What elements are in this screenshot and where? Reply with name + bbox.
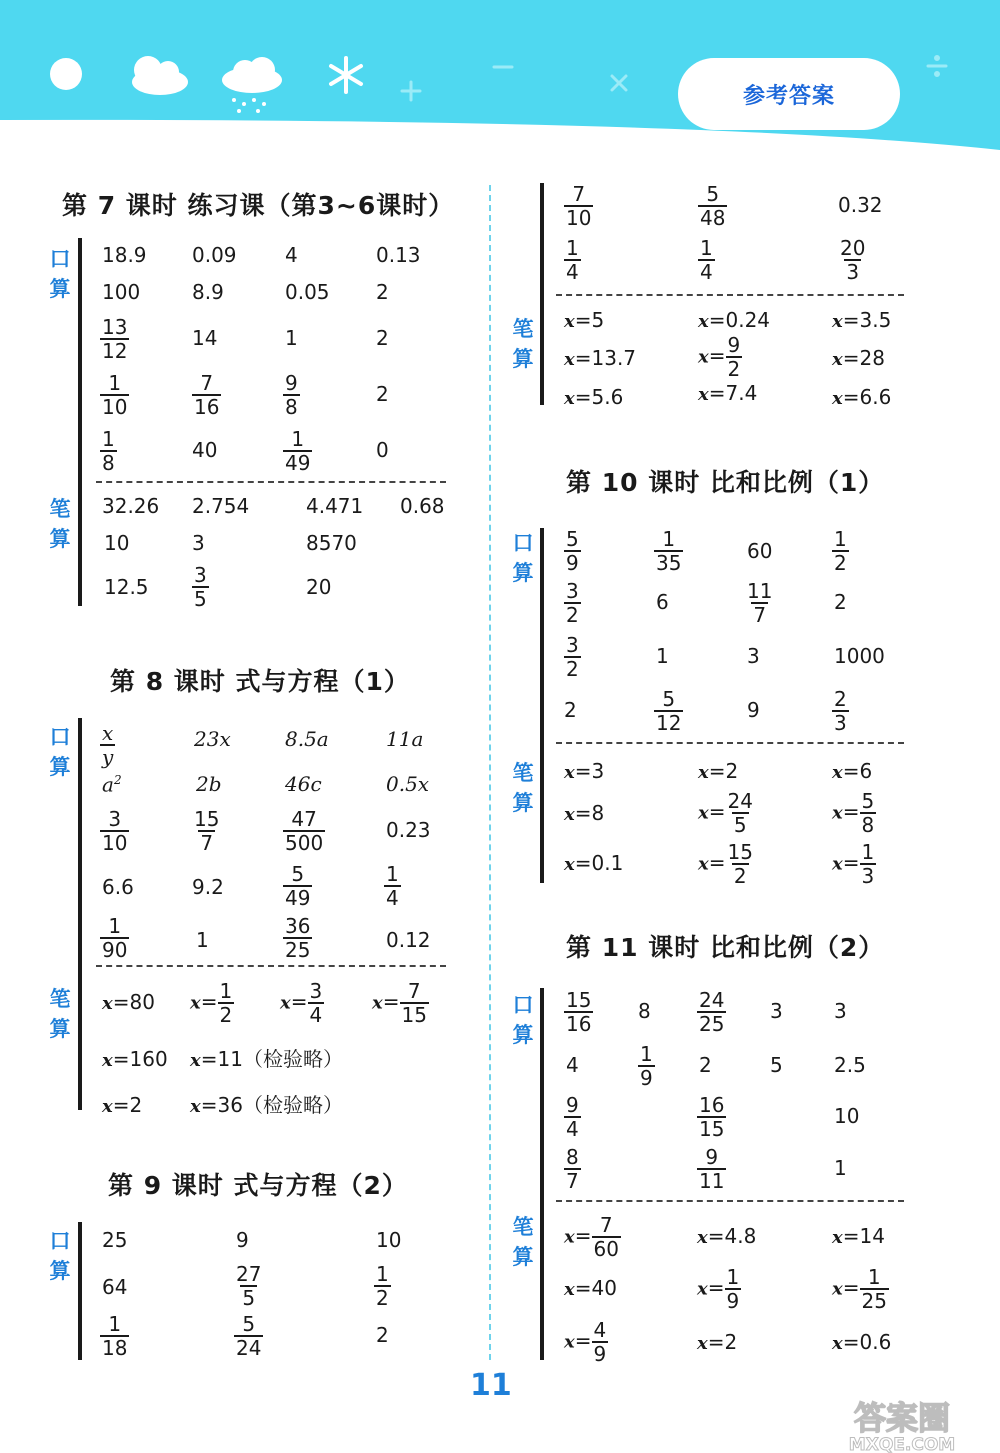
answer-cell: 2 [376,280,389,304]
answer-cell: 10 [376,1228,402,1252]
equation-answer: x=2 [697,1330,738,1354]
section-title-lesson-9: 第 9 课时 式与方程（2） [108,1171,408,1200]
fraction-answer: $\frac{11}{7}$ [747,579,773,627]
svg-text:MXQE.COM: MXQE.COM [848,1435,956,1453]
oral-calc-label: 口算 [512,531,534,585]
fraction-answer: $\frac{3}{5}$ [194,563,207,611]
equation-answer: x= $\frac{7}{15}$ [372,979,427,1027]
dashed-separator [556,1200,904,1202]
answer-cell: 60 [747,539,773,563]
equation-answer: x= $\frac{15}{2}$ [698,840,753,888]
answer-cell: 4.471 [306,494,364,518]
answer-cell: 9 [236,1228,249,1252]
fraction-answer: $\frac{1}{9}$ [640,1042,653,1090]
fraction-answer: $\frac{5}{9}$ [566,527,579,575]
answer-cell: 14 [192,326,218,350]
answer-key-badge: 参考答案 [678,58,900,130]
sun-icon [50,58,82,90]
equation-answer: x= $\frac{5}{8}$ [832,789,875,837]
answer-cell: $a^2$ [102,772,122,797]
answer-cell: 8 [638,999,651,1023]
fraction-answer: $\frac{9}{4}$ [566,1093,579,1141]
section-bar [78,718,82,1110]
section-title-lesson-10: 第 10 课时 比和比例（1） [566,468,885,497]
column-divider [489,185,491,1360]
fraction-answer: $\frac{8}{7}$ [566,1145,579,1193]
fraction-answer: $\frac{1}{2}$ [376,1262,389,1310]
answer-cell: 3 [770,999,783,1023]
section-bar [540,183,544,405]
section-title-lesson-8: 第 8 课时 式与方程（1） [110,667,410,696]
answer-cell: 9 [747,698,760,722]
fraction-answer: $\frac{x}{y}$ [102,721,114,769]
equation-answer: x=4.8 [697,1224,757,1248]
fraction-answer: $\frac{16}{15}$ [699,1093,725,1141]
equation-answer: x= $\frac{1}{9}$ [697,1265,740,1313]
fraction-answer: $\frac{3}{10}$ [102,807,128,855]
dashed-separator [556,742,904,744]
section-bar [78,1222,82,1360]
section-title-lesson-7: 第 7 课时 练习课（第3~6课时） [62,191,455,220]
fraction-answer: $\frac{36}{25}$ [285,914,311,962]
equation-answer: x= $\frac{9}{2}$ [698,333,741,381]
fraction-answer: $\frac{20}{3}$ [840,236,866,284]
answer-cell: 8570 [306,531,357,555]
fraction-answer: $\frac{5}{24}$ [236,1312,262,1360]
fraction-answer: $\frac{5}{12}$ [656,687,682,735]
answer-cell: 25 [102,1228,128,1252]
equation-answer: x= $\frac{24}{5}$ [698,789,753,837]
fraction-answer: $\frac{5}{48}$ [700,182,726,230]
answer-cell: 3 [747,644,760,668]
answer-cell: 2 [376,382,389,406]
answer-cell: 10 [104,531,130,555]
answer-cell: 5 [770,1053,783,1077]
equation-answer: x= $\frac{1}{2}$ [190,979,233,1027]
equation-answer: x=0.1 [564,851,624,875]
answer-cell: 1 [285,326,298,350]
fraction-answer: $\frac{2}{3}$ [834,687,847,735]
answer-cell: 0 [376,438,389,462]
equation-answer: x=5.6 [564,385,624,409]
fraction-answer: $\frac{15}{7}$ [194,807,220,855]
equation-answer: x=6.6 [832,385,892,409]
oral-calc-label: 口算 [49,725,71,779]
answer-cell: 4 [566,1053,579,1077]
fraction-answer: $\frac{15}{16}$ [566,988,592,1036]
equation-answer: x= $\frac{3}{4}$ [280,979,323,1027]
answer-cell: 20 [306,575,332,599]
answer-cell: 4 [285,243,298,267]
fraction-answer: $\frac{13}{12}$ [102,315,128,363]
answer-cell: 0.32 [838,193,883,217]
fraction-answer: $\frac{24}{25}$ [699,988,725,1036]
answer-cell: 1000 [834,644,885,668]
fraction-answer: $\frac{1}{2}$ [834,527,847,575]
equation-answer: x=3 [564,759,605,783]
fraction-answer: $\frac{3}{2}$ [566,633,579,681]
equation-answer: x= $\frac{1}{3}$ [832,840,875,888]
section-bar [78,238,82,606]
answer-cell: 3 [192,531,205,555]
answer-cell: 0.13 [376,243,421,267]
oral-calc-label: 口算 [49,1229,71,1283]
answer-cell: 2 [376,326,389,350]
answer-cell: 46c [285,772,322,796]
answer-cell: 0.5x [386,772,430,796]
fraction-answer: $\frac{1}{4}$ [700,236,713,284]
equation-answer: x= $\frac{4}{9}$ [564,1318,607,1366]
answer-cell: 40 [192,438,218,462]
answer-cell: 9.2 [192,875,224,899]
written-calc-label: 笔算 [512,761,534,815]
dashed-separator [96,965,446,967]
oral-calc-label: 口算 [512,993,534,1047]
answer-cell: 0.23 [386,818,431,842]
watermark-logo [806,1395,996,1453]
answer-cell: 18.9 [102,243,147,267]
answer-cell: 8.9 [192,280,224,304]
dashed-separator [96,481,446,483]
section-bar [540,528,544,883]
equation-answer: x=2 [698,759,739,783]
answer-cell: 2.5 [834,1053,866,1077]
equation-answer: x=8 [564,801,605,825]
equation-answer: x=36（检验略） [190,1093,343,1117]
oral-calc-label: 口算 [49,247,71,301]
answer-cell: 1 [656,644,669,668]
svg-text:答案圈: 答案圈 [853,1399,951,1437]
fraction-answer: $\frac{47}{500}$ [285,807,324,855]
answer-cell: 2.754 [192,494,250,518]
answer-cell: 2 [564,698,577,722]
equation-answer: x= $\frac{7}{60}$ [564,1213,619,1261]
equation-answer: x=0.24 [698,308,771,332]
answer-cell: 8.5a [285,727,329,751]
answer-cell: 1 [834,1156,847,1180]
equation-answer: x=80 [102,990,155,1014]
fraction-answer: $\frac{7}{10}$ [566,182,592,230]
fraction-answer: $\frac{1}{10}$ [102,371,128,419]
dashed-separator [556,294,904,296]
answer-cell: 12.5 [104,575,149,599]
section-title-lesson-11: 第 11 课时 比和比例（2） [566,933,885,962]
fraction-answer: $\frac{9}{11}$ [699,1145,725,1193]
answer-cell: 2b [196,772,222,796]
fraction-answer: $\frac{1}{8}$ [102,427,115,475]
equation-answer: x=3.5 [832,308,892,332]
equation-answer: x=5 [564,308,605,332]
answer-cell: 0.05 [285,280,330,304]
fraction-answer: $\frac{5}{49}$ [285,862,311,910]
fraction-answer: $\frac{1}{4}$ [386,862,399,910]
equation-answer: x=6 [832,759,873,783]
answer-cell: 3 [834,999,847,1023]
answer-cell: 0.09 [192,243,237,267]
answer-cell: 10 [834,1104,860,1128]
equation-answer: x=0.6 [832,1330,892,1354]
section-bar [540,988,544,1360]
equation-answer: x=28 [832,346,885,370]
answer-cell: 2 [699,1053,712,1077]
fraction-answer: $\frac{27}{5}$ [236,1262,262,1310]
equation-answer: x=2 [102,1093,143,1117]
equation-answer: x= $\frac{1}{25}$ [832,1265,887,1313]
answer-cell: 100 [102,280,141,304]
written-calc-label: 笔算 [49,987,71,1041]
written-calc-label: 笔算 [49,497,71,551]
fraction-answer: $\frac{9}{8}$ [285,371,298,419]
equation-answer: x=40 [564,1276,617,1300]
answer-cell: 0.12 [386,928,431,952]
fraction-answer: $\frac{1}{49}$ [285,427,311,475]
fraction-answer: $\frac{1}{35}$ [656,527,682,575]
answer-cell: 0.68 [400,494,445,518]
equation-answer: x=11（检验略） [190,1047,343,1071]
page-number: 11 [470,1368,512,1403]
fraction-answer: $\frac{1}{4}$ [566,236,579,284]
answer-cell: 6 [656,590,669,614]
fraction-answer: $\frac{3}{2}$ [566,579,579,627]
equation-answer: x=13.7 [564,346,637,370]
fraction-answer: $\frac{1}{90}$ [102,914,128,962]
answer-cell: 2 [376,1323,389,1347]
answer-cell: 6.6 [102,875,134,899]
written-calc-label: 笔算 [512,1215,534,1269]
answer-cell: 1 [196,928,209,952]
fraction-answer: $\frac{1}{18}$ [102,1312,128,1360]
fraction-answer: $\frac{7}{16}$ [194,371,220,419]
equation-answer: x=14 [832,1224,885,1248]
written-calc-label: 笔算 [512,317,534,371]
answer-cell: 32.26 [102,494,160,518]
equation-answer: x=160 [102,1047,168,1071]
answer-cell: 11a [386,727,424,751]
answer-cell: 2 [834,590,847,614]
equation-answer: x=7.4 [698,381,758,405]
answer-cell: 23x [194,727,231,751]
answer-cell: 64 [102,1275,128,1299]
